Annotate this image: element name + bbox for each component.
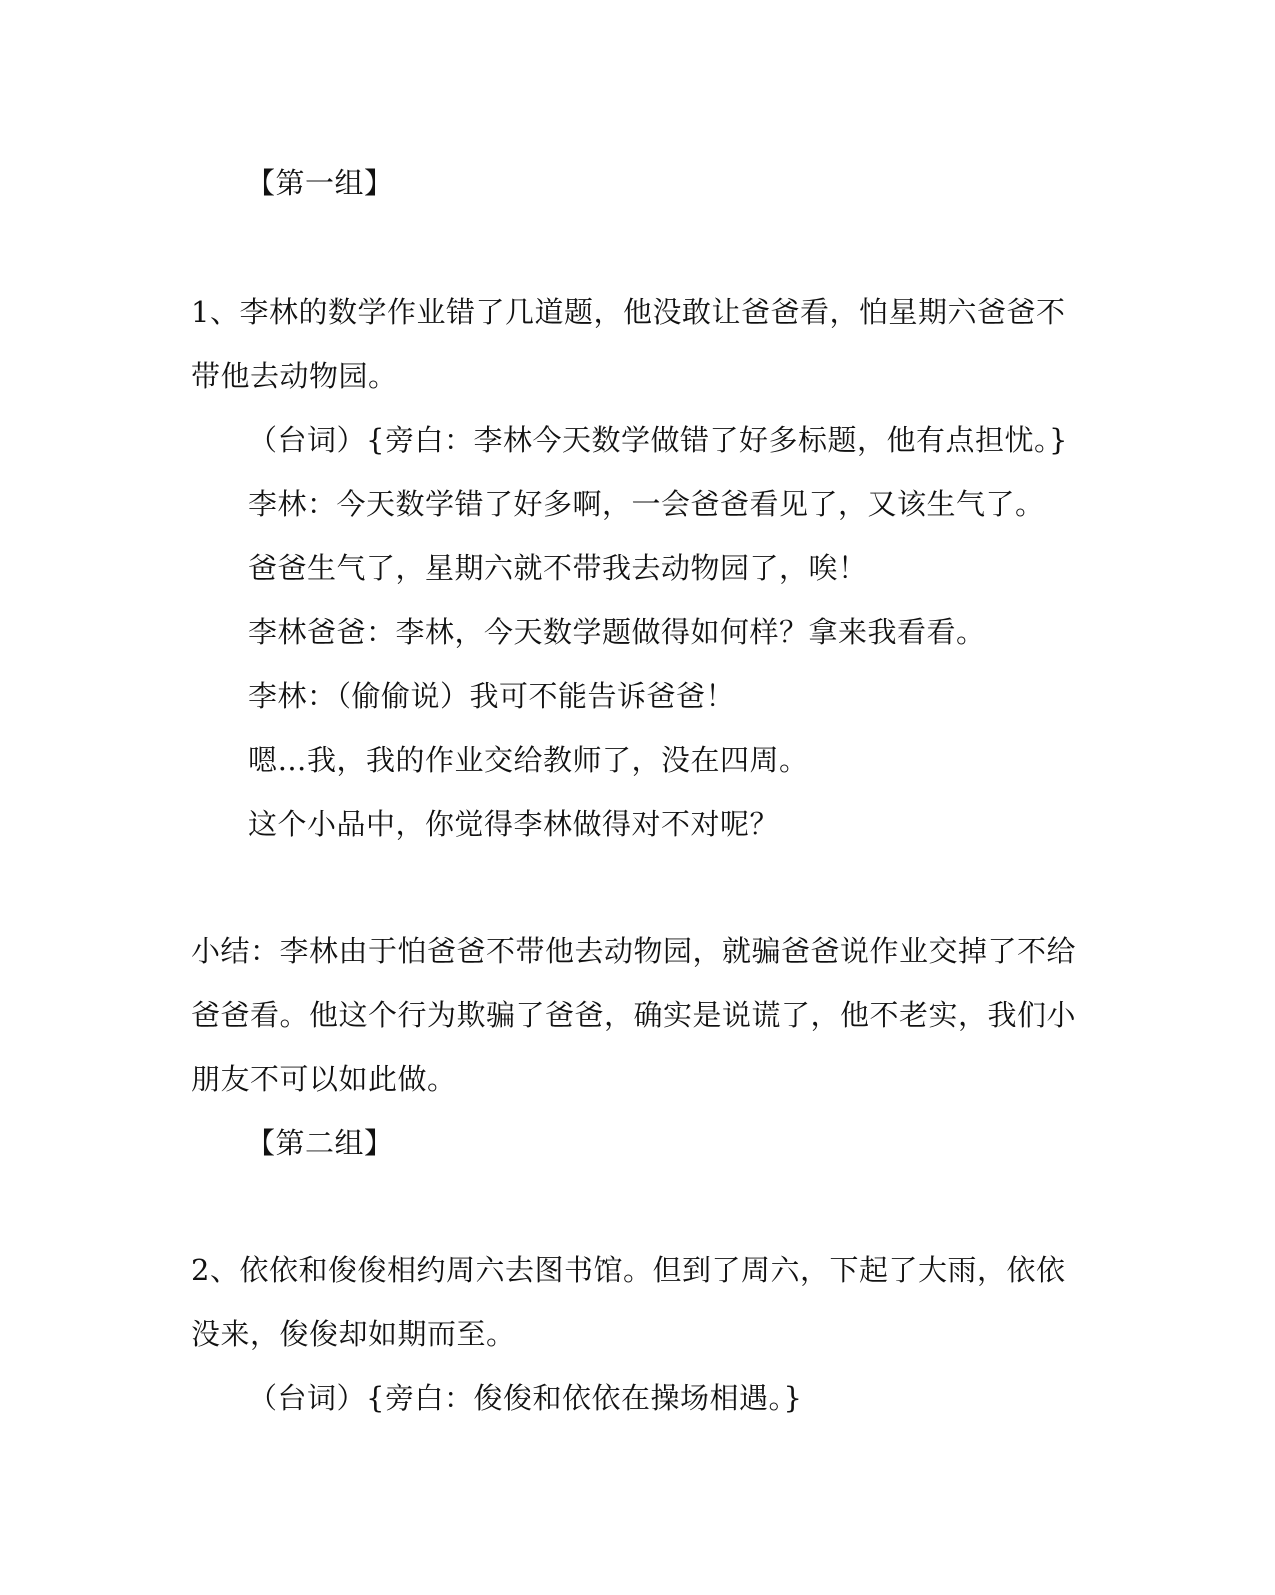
question1-line2: 带他去动物园。 [191,359,398,393]
script-line: 李林爸爸：李林，今天数学题做得如何样？拿来我看看。 [248,615,986,649]
group1-heading: 【第一组】 [246,166,394,200]
question1-line1: 1、李林的数学作业错了几道题，他没敢让爸爸看，怕星期六爸爸不 [191,295,1066,329]
question2-line1: 2、依依和俊俊相约周六去图书馆。但到了周六，下起了大雨，依依 [191,1253,1066,1287]
group2-heading: 【第二组】 [246,1126,394,1160]
script-line: （台词）{旁白：俊俊和依依在操场相遇。} [248,1381,803,1415]
summary-line: 小结：李林由于怕爸爸不带他去动物园，就骗爸爸说作业交掉了不给 [191,934,1077,968]
script-line: 嗯…我，我的作业交给教师了，没在四周。 [248,743,809,777]
script-line: 这个小品中，你觉得李林做得对不对呢？ [248,807,780,841]
script-line: （台词）{旁白：李林今天数学做错了好多标题，他有点担忧。} [248,423,1068,457]
script-line: 爸爸生气了，星期六就不带我去动物园了，唉！ [248,551,868,585]
summary-line: 朋友不可以如此做。 [191,1062,457,1096]
question2-line2: 没来，俊俊却如期而至。 [191,1317,516,1351]
summary-line: 爸爸看。他这个行为欺骗了爸爸，确实是说谎了，他不老实，我们小 [191,998,1077,1032]
script-line: 李林：今天数学错了好多啊，一会爸爸看见了，又该生气了。 [248,487,1045,521]
script-line: 李林：（偷偷说）我可不能告诉爸爸！ [248,679,736,713]
